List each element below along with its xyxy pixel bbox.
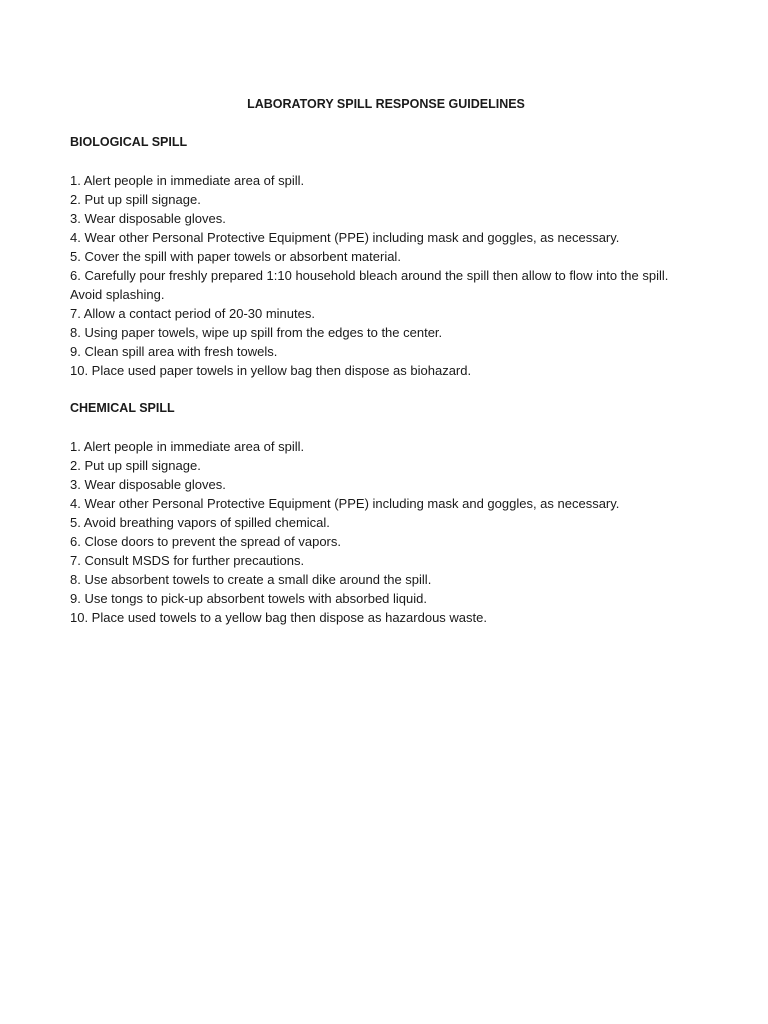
list-item: 3. Wear disposable gloves. [70,477,226,492]
list-item: 6. Carefully pour freshly prepared 1:10 household bleach around the spill then allow to flow into the spill. Avoid splashing. [70,268,669,302]
chemical-spill-section [70,399,702,627]
list-item: 6. Close doors to prevent the spread of vapors. [70,534,341,549]
chemical-steps-list [70,437,702,627]
list-item: 1. Alert people in immediate area of spill. [70,439,305,454]
list-item: 10. Place used towels to a yellow bag then dispose as hazardous waste. [70,610,487,625]
list-item: 2. Put up spill signage. [70,458,201,473]
list-item: 7. Allow a contact period of 20-30 minutes. [70,306,315,321]
list-item: 3. Wear disposable gloves. [70,211,226,226]
list-item: 8. Using paper towels, wipe up spill from the edges to the center. [70,325,443,340]
document-title: LABORATORY SPILL RESPONSE GUIDELINES [247,97,525,111]
document-body [70,95,702,646]
list-item: 4. Wear other Personal Protective Equipment (PPE) including mask and goggles, as necessary. [70,496,620,511]
list-item: 9. Use tongs to pick-up absorbent towels with absorbed liquid. [70,591,427,606]
list-item: 1. Alert people in immediate area of spill. [70,173,305,188]
section-heading-biological: BIOLOGICAL SPILL [70,135,188,149]
list-item: 4. Wear other Personal Protective Equipment (PPE) including mask and goggles, as necessary. [70,230,620,245]
list-item: 5. Avoid breathing vapors of spilled chemical. [70,515,330,530]
list-item: 5. Cover the spill with paper towels or absorbent material. [70,249,401,264]
section-heading-chemical: CHEMICAL SPILL [70,401,175,415]
list-item: 2. Put up spill signage. [70,192,201,207]
list-item: 9. Clean spill area with fresh towels. [70,344,278,359]
biological-steps-list [70,171,702,380]
list-item: 8. Use absorbent towels to create a small dike around the spill. [70,572,432,587]
list-item: 10. Place used paper towels in yellow bag then dispose as biohazard. [70,363,472,378]
biological-spill-section [70,133,702,380]
list-item: 7. Consult MSDS for further precautions. [70,553,305,568]
